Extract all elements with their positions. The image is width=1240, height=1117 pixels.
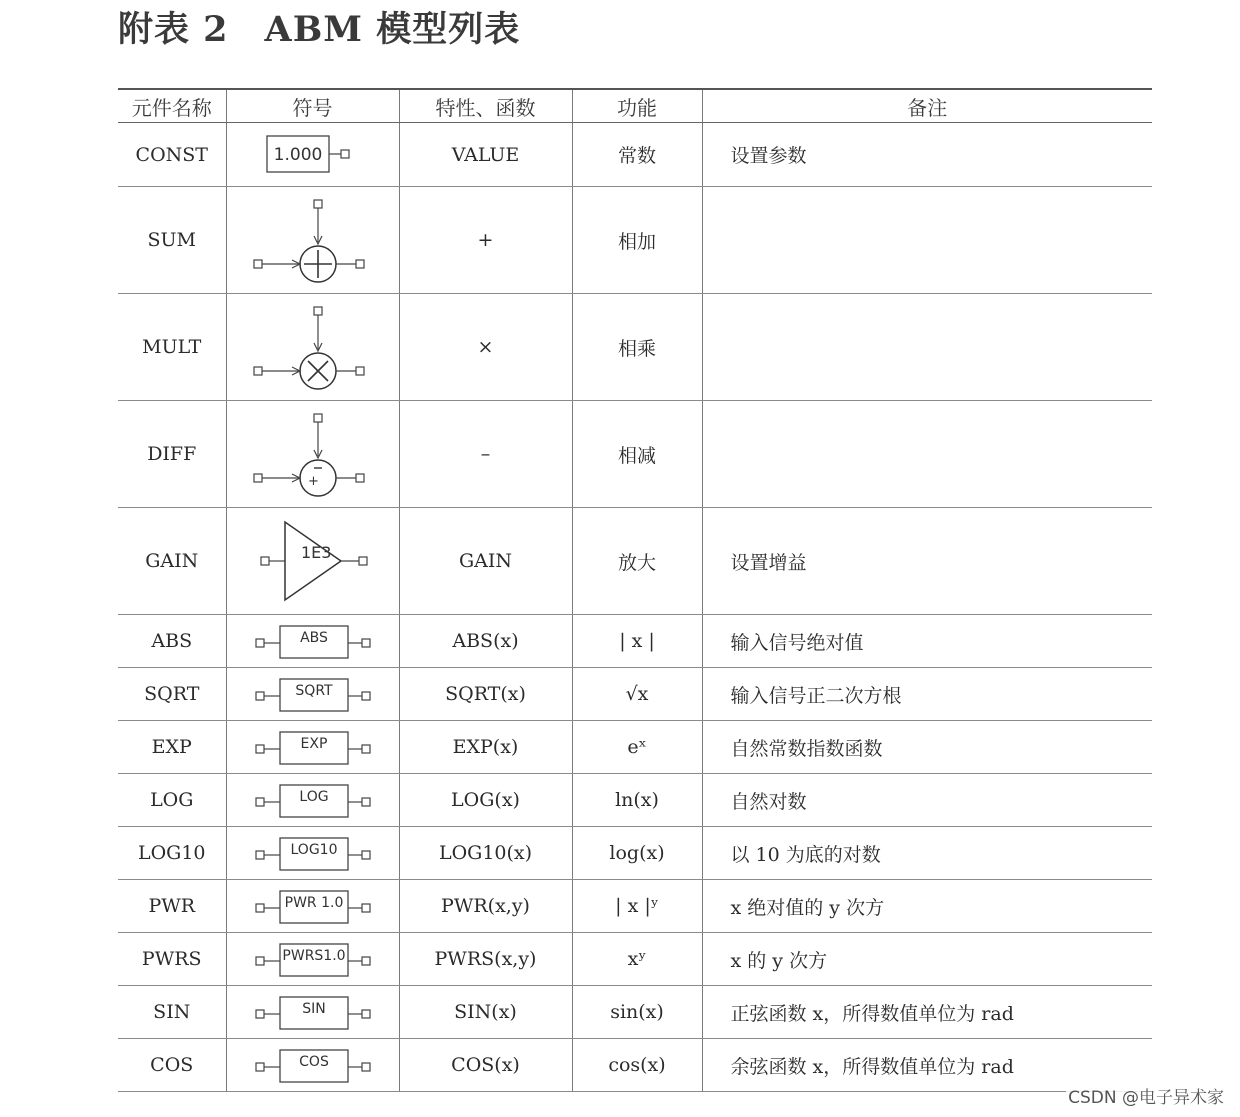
- component-name: PWRS: [118, 933, 226, 986]
- component-name: SUM: [118, 187, 226, 294]
- function-cell: 放大: [572, 508, 702, 615]
- component-name: ABS: [118, 615, 226, 668]
- function-box-icon: [248, 993, 378, 1031]
- header-cell: 特性、函数: [399, 89, 572, 123]
- symbol-cell: [226, 401, 399, 508]
- symbol-cell: [226, 774, 399, 827]
- table-header-row: [118, 89, 1152, 123]
- abm-model-table: [118, 88, 1152, 1092]
- symbol-cell: [226, 615, 399, 668]
- function-cell: cos(x): [572, 1039, 702, 1092]
- note-cell: 正弦函数 x，所得数值单位为 rad: [702, 986, 1152, 1039]
- function-box-icon: [248, 781, 378, 819]
- component-name: GAIN: [118, 508, 226, 615]
- table-row: [118, 294, 1152, 401]
- function-cell: | x |ʸ: [572, 880, 702, 933]
- table-row: [118, 615, 1152, 668]
- sum-symbol-icon: [238, 190, 388, 290]
- table-body: [118, 123, 1152, 1092]
- symbol-cell: [226, 508, 399, 615]
- component-name: MULT: [118, 294, 226, 401]
- table-row: [118, 508, 1152, 615]
- property-cell: GAIN: [399, 508, 572, 615]
- function-box-icon: [248, 1046, 378, 1084]
- diff-symbol-icon: [238, 404, 388, 504]
- note-cell: x 绝对值的 y 次方: [702, 880, 1152, 933]
- gain-triangle-icon: [243, 516, 383, 606]
- symbol-cell: [226, 933, 399, 986]
- table-row: [118, 986, 1152, 1039]
- component-name: LOG10: [118, 827, 226, 880]
- property-cell: VALUE: [399, 123, 572, 187]
- function-box-icon: [248, 940, 378, 978]
- component-name: PWR: [118, 880, 226, 933]
- function-box-icon: [248, 887, 378, 925]
- component-name: COS: [118, 1039, 226, 1092]
- function-cell: eˣ: [572, 721, 702, 774]
- symbol-label: PWRS1.0: [281, 948, 346, 964]
- note-cell: 自然常数指数函数: [702, 721, 1152, 774]
- symbol-label: PWR 1.0: [284, 895, 343, 911]
- function-cell: log(x): [572, 827, 702, 880]
- watermark: CSDN @电子异术家: [1066, 1083, 1226, 1108]
- symbol-cell: [226, 827, 399, 880]
- const-symbol-icon: [253, 132, 373, 178]
- function-box-icon: [248, 728, 378, 766]
- page-title: 附表 2 ABM 模型列表: [118, 9, 521, 50]
- header-cell: 备注: [702, 89, 1152, 123]
- table-row: [118, 123, 1152, 187]
- property-cell: COS(x): [399, 1039, 572, 1092]
- symbol-label: EXP: [300, 736, 327, 752]
- symbol-cell: [226, 880, 399, 933]
- symbol-cell: [226, 1039, 399, 1092]
- symbol-label: LOG: [298, 789, 329, 805]
- symbol-label: LOG10: [290, 842, 337, 858]
- header-cell: 功能: [572, 89, 702, 123]
- symbol-cell: [226, 668, 399, 721]
- note-cell: 输入信号正二次方根: [702, 668, 1152, 721]
- symbol-label: SIN: [301, 1001, 326, 1017]
- table-row: [118, 401, 1152, 508]
- property-cell: –: [399, 401, 572, 508]
- property-cell: ABS(x): [399, 615, 572, 668]
- note-cell: x 的 y 次方: [702, 933, 1152, 986]
- note-cell: 余弦函数 x，所得数值单位为 rad: [702, 1039, 1152, 1092]
- symbol-label: COS: [298, 1054, 329, 1070]
- table-row: [118, 668, 1152, 721]
- symbol-label: ABS: [299, 630, 328, 646]
- function-cell: ln(x): [572, 774, 702, 827]
- function-cell: sin(x): [572, 986, 702, 1039]
- property-cell: SQRT(x): [399, 668, 572, 721]
- property-cell: EXP(x): [399, 721, 572, 774]
- function-cell: 常数: [572, 123, 702, 187]
- component-name: SQRT: [118, 668, 226, 721]
- component-name: EXP: [118, 721, 226, 774]
- symbol-cell: [226, 123, 399, 187]
- note-cell: 设置参数: [702, 123, 1152, 187]
- function-cell: xʸ: [572, 933, 702, 986]
- note-cell: 设置增益: [702, 508, 1152, 615]
- property-cell: ×: [399, 294, 572, 401]
- property-cell: PWR(x,y): [399, 880, 572, 933]
- header-cell: 符号: [226, 89, 399, 123]
- component-name: CONST: [118, 123, 226, 187]
- symbol-cell: [226, 294, 399, 401]
- table-row: [118, 933, 1152, 986]
- property-cell: LOG(x): [399, 774, 572, 827]
- component-name: LOG: [118, 774, 226, 827]
- property-cell: PWRS(x,y): [399, 933, 572, 986]
- note-cell: [702, 187, 1152, 294]
- symbol-label: SQRT: [294, 683, 333, 699]
- function-cell: 相减: [572, 401, 702, 508]
- table-row: [118, 774, 1152, 827]
- symbol-cell: [226, 721, 399, 774]
- symbol-cell: [226, 187, 399, 294]
- header-cell: 元件名称: [118, 89, 226, 123]
- function-cell: 相加: [572, 187, 702, 294]
- property-cell: +: [399, 187, 572, 294]
- table-row: [118, 827, 1152, 880]
- function-box-icon: [248, 622, 378, 660]
- function-box-icon: [248, 675, 378, 713]
- function-box-icon: [248, 834, 378, 872]
- note-cell: [702, 401, 1152, 508]
- function-cell: 相乘: [572, 294, 702, 401]
- table-row: [118, 1039, 1152, 1092]
- note-cell: [702, 294, 1152, 401]
- symbol-label: 1E3: [300, 543, 331, 562]
- note-cell: 以 10 为底的对数: [702, 827, 1152, 880]
- component-name: DIFF: [118, 401, 226, 508]
- table-row: [118, 187, 1152, 294]
- note-cell: 输入信号绝对值: [702, 615, 1152, 668]
- function-cell: √x: [572, 668, 702, 721]
- mult-symbol-icon: [238, 297, 388, 397]
- function-cell: | x |: [572, 615, 702, 668]
- note-cell: 自然对数: [702, 774, 1152, 827]
- symbol-cell: [226, 986, 399, 1039]
- symbol-label: 1.000: [273, 144, 322, 165]
- component-name: SIN: [118, 986, 226, 1039]
- property-cell: LOG10(x): [399, 827, 572, 880]
- property-cell: SIN(x): [399, 986, 572, 1039]
- table-row: [118, 721, 1152, 774]
- table-row: [118, 880, 1152, 933]
- svg-text:+: +: [307, 474, 319, 489]
